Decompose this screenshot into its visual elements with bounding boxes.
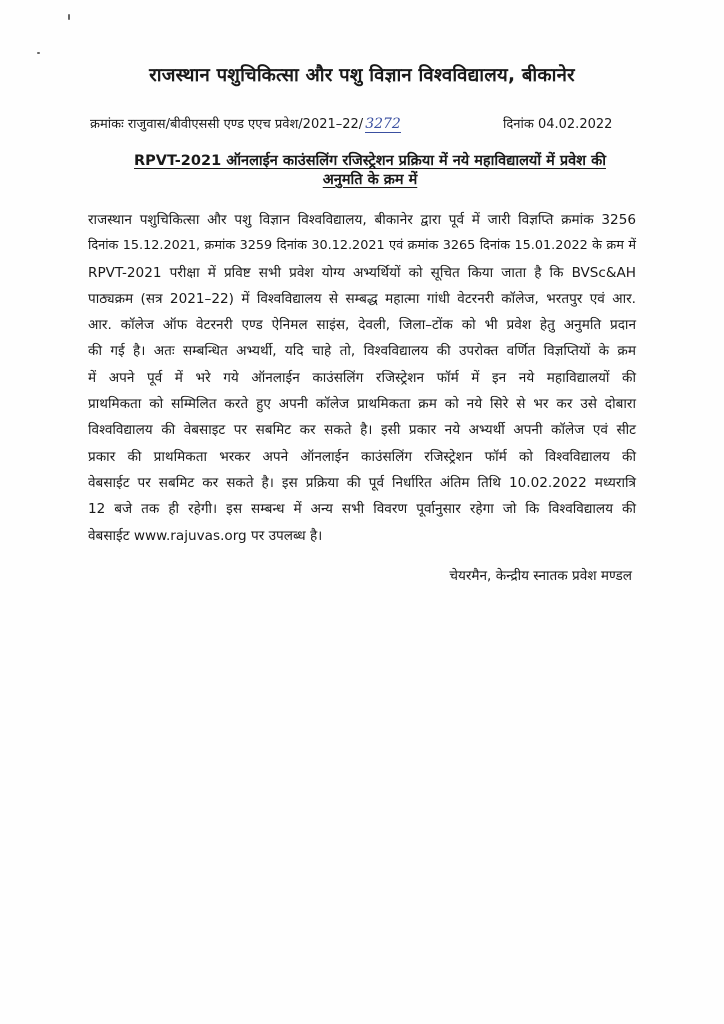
subject-line-2: अनुमति के क्रम में	[322, 172, 418, 188]
body-line: प्राथमिकता को सम्मिलित करते हुए अपनी कॉलेज प्राथमिकता क्रम को नये सिरे से भर कर उसे दोबारा	[88, 396, 636, 413]
subject-line-1: RPVT-2021 ऑनलाईन काउंसलिंग रजिस्ट्रेशन प्रक्रिया में नये महाविद्यालयों में प्रवेश की	[134, 153, 606, 169]
university-title: राजस्थान पशुचिकित्सा और पशु विज्ञान विश्वविद्यालय, बीकानेर	[149, 65, 575, 86]
reference-number	[90, 114, 401, 132]
body-line: आर. कॉलेज ऑफ वेटरनरी एण्ड ऐनिमल साइंस, देवली, जिला–टोंक को भी प्रवेश हेतु अनुमति प्रदान	[88, 317, 636, 334]
scan-speck	[37, 52, 40, 54]
body-line: RPVT-2021 परीक्षा में प्रविष्ट सभी प्रवेश योग्य अभ्यर्थियों को सूचित किया जाता है कि BVSc&AH	[88, 264, 636, 281]
subject-heading	[80, 152, 660, 190]
body-line: 12 बजे तक ही रहेगी। इस सम्बन्ध में अन्य सभी विवरण पूर्वानुसार रहेगा जो कि विश्वविद्यालय की	[88, 501, 636, 518]
body-line: प्रकार की प्राथमिकता भरकर अपने ऑनलाईन काउंसलिंग रजिस्ट्रेशन फॉर्म को विश्वविद्यालय की	[88, 448, 636, 465]
body-line: दिनांक 15.12.2021, क्रमांक 3259 दिनांक 30.12.2021 एवं क्रमांक 3265 दिनांक 15.01.2022 के क्रम में	[88, 238, 636, 254]
body-line: वेबसाईट www.rajuvas.org पर उपलब्ध है।	[88, 527, 323, 544]
body-line: वेबसाईट पर सबमिट कर सकते है। इस प्रक्रिया की पूर्व निर्धारित अंतिम तिथि 10.02.2022 मध्यरात्रि	[88, 474, 636, 491]
notice-body	[88, 207, 636, 549]
body-line: की गई है। अतः सम्बन्धित अभ्यर्थी, यदि चाहे तो, विश्वविद्यालय की उपरोक्त वर्णित विज्ञप्तियों के क्रम	[88, 343, 636, 360]
reference-date: दिनांक 04.02.2022	[503, 117, 613, 132]
reference-number-handwritten: 3272	[365, 116, 401, 132]
body-line: राजस्थान पशुचिकित्सा और पशु विज्ञान विश्वविद्यालय, बीकानेर द्वारा पूर्व में जारी विज्ञप्ति क्रमांक 3256	[88, 212, 636, 228]
body-line: में अपने पूर्व में भरे गये ऑनलाईन काउंसलिंग रजिस्ट्रेशन फॉर्म में इन नये महाविद्यालयों की	[88, 369, 636, 386]
body-line: विश्वविद्यालय की वेबसाइट पर सबमिट कर सकते है। इसी प्रकार नये अभ्यर्थी अपनी कॉलेज एवं सीट	[88, 422, 636, 439]
scan-speck	[68, 14, 70, 20]
signatory-designation: चेयरमैन, केन्द्रीय स्नातक प्रवेश मण्डल	[449, 568, 632, 584]
body-line: पाठ्यक्रम (सत्र 2021–22) में विश्वविद्यालय से सम्बद्ध महात्मा गांधी वेटरनरी कॉलेज, भरतपुर एवं आर.	[88, 290, 636, 307]
reference-number-printed: क्रमांकः राजुवास/बीवीएससी एण्ड एएच प्रवेश/2021–22/	[90, 117, 364, 132]
